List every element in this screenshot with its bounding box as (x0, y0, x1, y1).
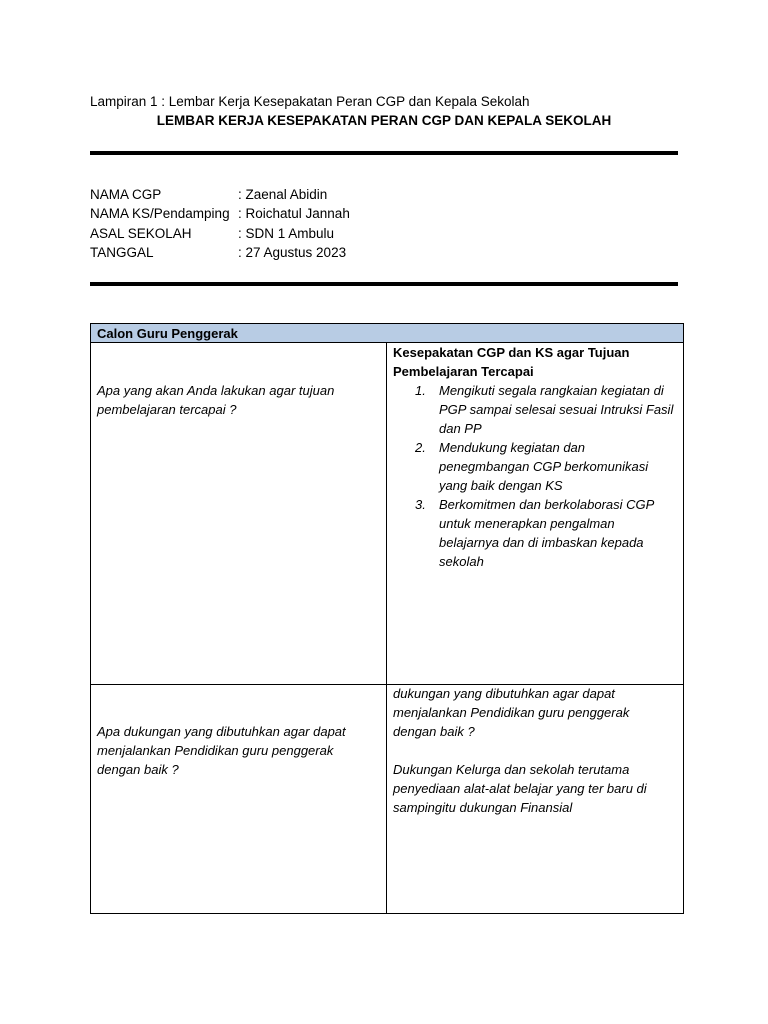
list-item (393, 438, 677, 495)
answer-intro: dukungan yang dibutuhkan agar dapat menjalankan Pendidikan guru penggerak dengan baik ? (393, 686, 630, 739)
info-value: : 27 Agustus 2023 (238, 244, 347, 260)
table-header: Calon Guru Penggerak (90, 323, 684, 343)
answer-block (393, 684, 673, 817)
answer-text: Dukungan Kelurga dan sekolah terutama penyediaan alat-alat belajar yang ter baru di sampingitu dukungan Finansial (393, 762, 647, 815)
list-item (393, 495, 677, 571)
list-text: Berkomitmen dan berkolaborasi CGP untuk menerapkan pengalman belajarnya dan di imbaskan kepada sekolah (439, 497, 654, 569)
document-title: LEMBAR KERJA KESEPAKATAN PERAN CGP DAN KEPALA SEKOLAH (156, 113, 612, 128)
question-text: Apa yang akan Anda lakukan agar tujuan pembelajaran tercapai ? (97, 383, 335, 417)
info-label: NAMA CGP (90, 187, 162, 202)
lampiran-heading: Lampiran 1 : Lembar Kerja Kesepakatan Peran CGP dan Kepala Sekolah (90, 94, 530, 109)
agreement-list (393, 381, 677, 571)
list-text: Mendukung kegiatan dan penegmbangan CGP berkomunikasi yang baik dengan KS (439, 440, 649, 493)
info-label: NAMA KS/Pendamping (90, 206, 230, 222)
table-row (90, 685, 684, 914)
answer-title: Kesepakatan CGP dan KS agar Tujuan Pembelajaran Tercapai (393, 345, 630, 379)
list-item (393, 381, 677, 438)
info-row-asal-sekolah (90, 224, 350, 243)
info-row-nama-cgp (90, 185, 350, 204)
answer-cell (387, 343, 683, 684)
info-label: TANGGAL (90, 244, 154, 260)
list-number: 3. (415, 497, 426, 512)
identity-block (90, 185, 350, 262)
list-number: 2. (415, 440, 426, 455)
question-cell (91, 343, 387, 684)
info-value: : Roichatul Jannah (238, 206, 350, 222)
divider-top (90, 151, 678, 155)
answer-cell (387, 685, 683, 913)
info-label: ASAL SEKOLAH (90, 225, 192, 241)
question-cell (91, 685, 387, 913)
agreement-table (90, 323, 684, 914)
divider-bottom (90, 282, 678, 286)
list-text: Mengikuti segala rangkaian kegiatan di PGP sampai selesai sesuai Intruksi Fasil dan PP (439, 383, 674, 436)
info-value: : Zaenal Abidin (238, 187, 328, 202)
info-value: : SDN 1 Ambulu (238, 225, 335, 241)
info-row-nama-ks (90, 204, 350, 223)
info-row-tanggal (90, 243, 350, 262)
question-text: Apa dukungan yang dibutuhkan agar dapat menjalankan Pendidikan guru penggerak dengan baik ? (97, 724, 346, 777)
table-row (90, 343, 684, 685)
list-number: 1. (415, 383, 426, 398)
